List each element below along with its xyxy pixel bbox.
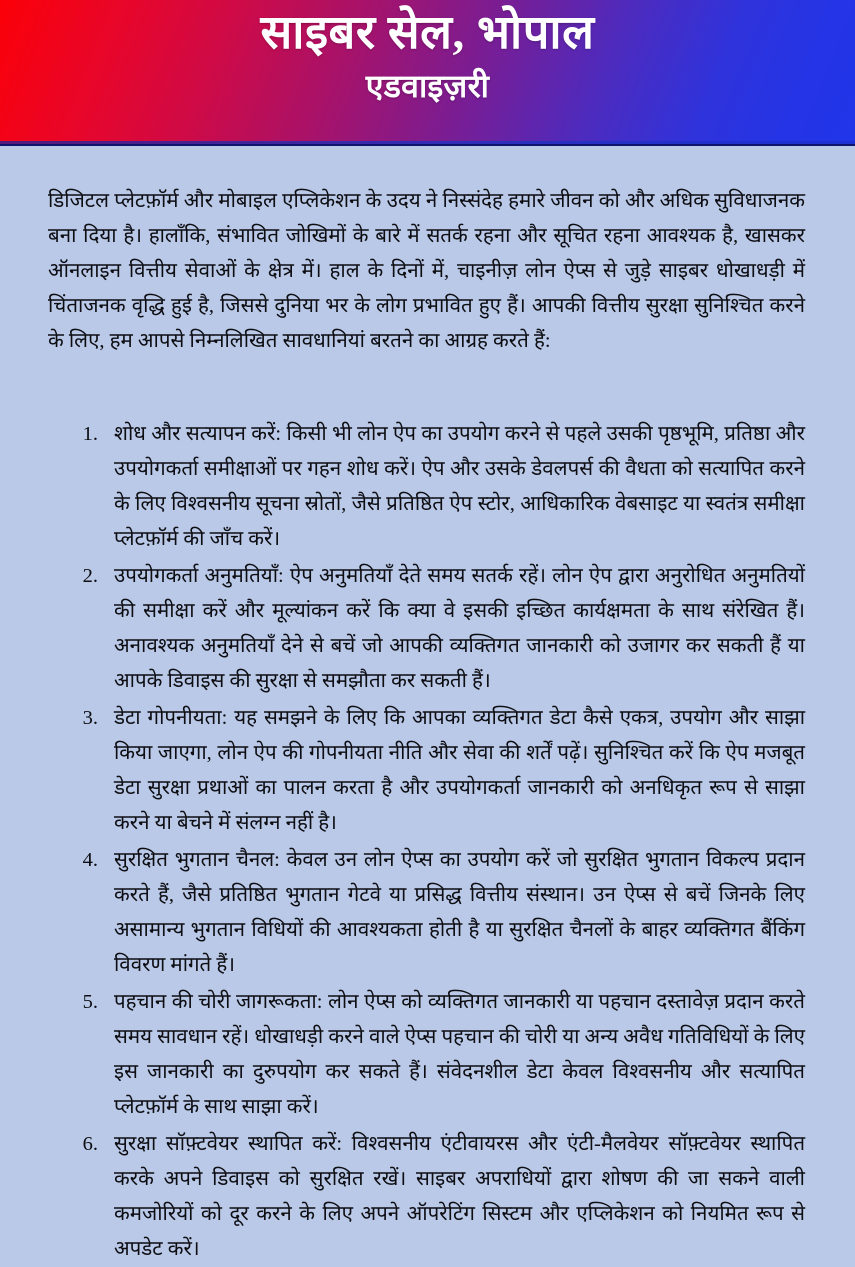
list-item [68, 843, 805, 983]
list-item-text: शोध और सत्यापन करें: किसी भी लोन ऐप का उपयोग करने से पहले उसकी पृष्ठभूमि, प्रतिष्ठा और उपयोगकर्ता समीक्षाओं पर गहन शोध करें। ऐप और उसके डेवलपर्स की वैधता को सत्यापित करने के लिए विश्वसनीय सूचना स्रोतों, जैसे प्रतिष्ठित ऐप स्टोर, आधिकारिक वेबसाइट या स्वतंत्र समीक्षा प्लेटफ़ॉर्म की जाँच करें। [114, 423, 805, 550]
page-title: साइबर सेल, भोपाल [260, 7, 595, 59]
list-item-text: उपयोगकर्ता अनुमतियाँ: ऐप अनुमतियाँ देते समय सतर्क रहें। लोन ऐप द्वारा अनुरोधित अनुमतियों की समीक्षा करें और मूल्यांकन करें कि क्या वे इसकी इच्छित कार्यक्षमता के साथ संरेखित हैं। अनावश्यक अनुमतियाँ देने से बचें जो आपकी व्यक्तिगत जानकारी को उजागर कर सकती हैं या आपके डिवाइस की सुरक्षा से समझौता कर सकती हैं। [114, 565, 805, 692]
list-item [68, 559, 805, 699]
list-item [68, 1127, 805, 1267]
intro-paragraph: डिजिटल प्लेटफ़ॉर्म और मोबाइल एप्लिकेशन के उदय ने निस्संदेह हमारे जीवन को और अधिक सुविधाजनक बना दिया है। हालाँकि, संभावित जोखिमों के बारे में सतर्क रहना और सूचित रहना आवश्यक है, खासकर ऑनलाइन वित्तीय सेवाओं के क्षेत्र में। हाल के दिनों में, चाइनीज़ लोन ऐप्स से जुड़े साइबर धोखाधड़ी में चिंताजनक वृद्धि हुई है, जिससे दुनिया भर के लोग प्रभावित हुए हैं। आपकी वित्तीय सुरक्षा सुनिश्चित करने के लिए, हम आपसे निम्नलिखित सावधानियां बरतने का आग्रह करते हैं: [48, 190, 805, 352]
header-banner [0, 0, 855, 146]
list-item-text: सुरक्षा सॉफ़्टवेयर स्थापित करें: विश्वसनीय एंटीवायरस और एंटी-मैलवेयर सॉफ़्टवेयर स्थापित करके अपने डिवाइस को सुरक्षित रखें। साइबर अपराधियों द्वारा शोषण की जा सकने वाली कमजोरियों को दूर करने के लिए अपने ऑपरेटिंग सिस्टम और एप्लिकेशन को नियमित रूप से अपडेट करें। [114, 1133, 805, 1260]
list-item [68, 417, 805, 557]
list-item-text: पहचान की चोरी जागरूकता: लोन ऐप्स को व्यक्तिगत जानकारी या पहचान दस्तावेज़ प्रदान करते समय सावधान रहें। धोखाधड़ी करने वाले ऐप्स पहचान की चोरी या अन्य अवैध गतिविधियों के लिए इस जानकारी का दुरुपयोग कर सकते हैं। संवेदनशील डेटा केवल विश्वसनीय और सत्यापित प्लेटफ़ॉर्म के साथ साझा करें। [114, 991, 805, 1118]
list-item-text: डेटा गोपनीयता: यह समझने के लिए कि आपका व्यक्तिगत डेटा कैसे एकत्र, उपयोग और साझा किया जाएगा, लोन ऐप की गोपनीयता नीति और सेवा की शर्तें पढ़ें। सुनिश्चित करें कि ऐप मजबूत डेटा सुरक्षा प्रथाओं का पालन करता है और उपयोगकर्ता जानकारी को अनधिकृत रूप से साझा करने या बेचने में संलग्न नहीं है। [114, 707, 805, 834]
list-item [68, 701, 805, 841]
advice-list [48, 417, 805, 1267]
advisory-content [0, 146, 855, 1267]
list-item [68, 985, 805, 1125]
list-item-text: सुरक्षित भुगतान चैनल: केवल उन लोन ऐप्स का उपयोग करें जो सुरक्षित भुगतान विकल्प प्रदान करते हैं, जैसे प्रतिष्ठित भुगतान गेटवे या प्रसिद्ध वित्तीय संस्थान। उन ऐप्स से बचें जिनके लिए असामान्य भुगतान विधियों की आवश्यकता होती है या सुरक्षित चैनलों के बाहर व्यक्तिगत बैंकिंग विवरण मांगते हैं। [114, 849, 805, 976]
page-subtitle: एडवाइज़री [365, 67, 490, 104]
